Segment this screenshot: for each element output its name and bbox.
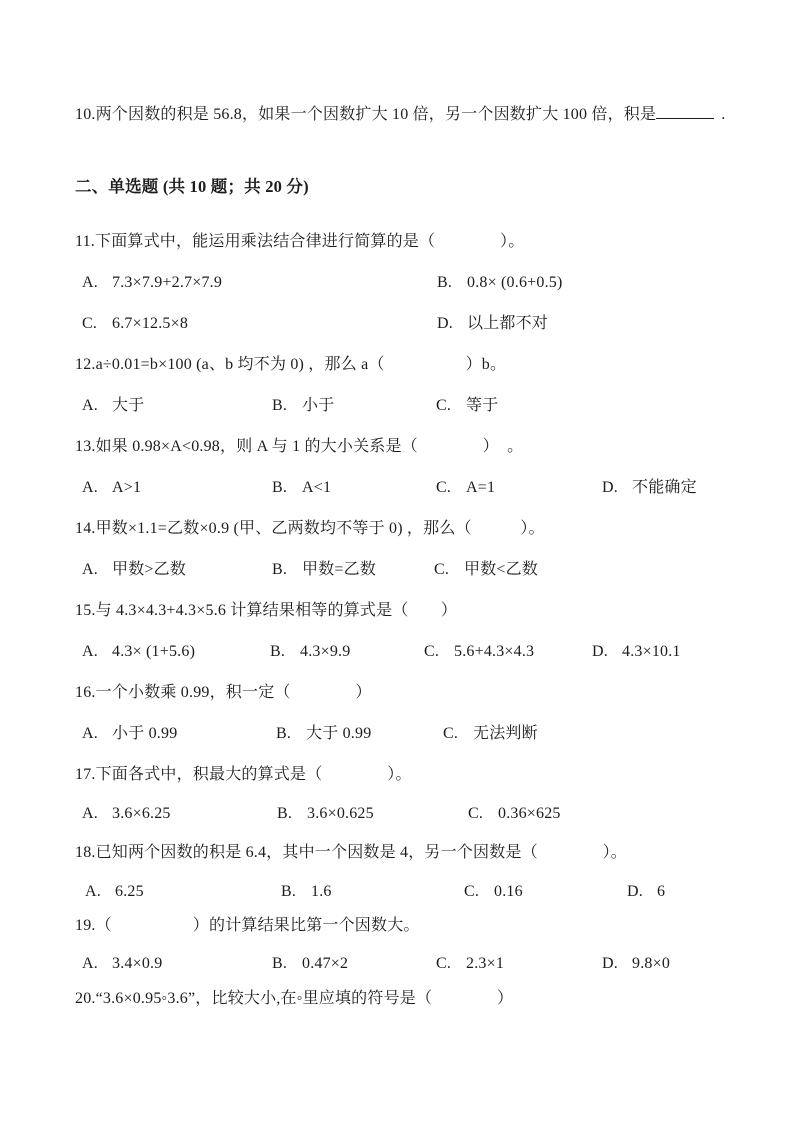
option-key: B. — [277, 805, 293, 822]
option-11-d — [437, 313, 548, 335]
option-key: D. — [602, 479, 618, 496]
option-key: B. — [276, 725, 292, 742]
question-11-options-row-2 — [75, 313, 725, 335]
question-16-stem: 16.一个小数乘 0.99，积一定（ ） — [75, 684, 372, 701]
option-text: 甲数<乙数 — [464, 561, 539, 578]
question-17-stem: 17.下面各式中，积最大的算式是（ ）。 — [75, 766, 412, 783]
option-text: 甲数=乙数 — [302, 561, 377, 578]
option-key: B. — [437, 274, 453, 291]
option-text: 大于 0.99 — [306, 725, 372, 742]
option-key: C. — [436, 955, 452, 972]
option-text: 0.16 — [494, 883, 523, 900]
option-19-a — [82, 953, 162, 975]
option-key: C. — [436, 479, 452, 496]
option-13-c — [436, 477, 495, 499]
option-16-b — [276, 723, 371, 745]
question-18-options-row — [75, 881, 725, 903]
option-key: C. — [424, 643, 440, 660]
option-text: 7.3×7.9+2.7×7.9 — [112, 274, 223, 291]
option-text: A=1 — [466, 479, 496, 496]
worksheet-content — [75, 103, 725, 1010]
option-text: 6.25 — [115, 883, 144, 900]
option-15-a — [82, 641, 195, 663]
option-key: C. — [434, 561, 450, 578]
question-16-options-row — [75, 723, 725, 745]
option-text: 等于 — [466, 397, 499, 414]
option-text: 5.6+4.3×4.3 — [454, 643, 535, 660]
fill-in-question-10 — [75, 103, 725, 126]
option-11-b — [437, 272, 563, 294]
question-15-options-row — [75, 641, 725, 663]
option-12-a — [82, 395, 144, 417]
section-heading: 二、单选题 (共 10 题；共 20 分) — [75, 177, 309, 196]
option-19-d — [602, 953, 670, 975]
option-text: 9.8×0 — [632, 955, 671, 972]
option-key: D. — [592, 643, 608, 660]
option-key: A. — [82, 397, 98, 414]
option-text: 以上都不对 — [467, 315, 549, 332]
option-text: 小于 — [302, 397, 335, 414]
option-text: 4.3×9.9 — [300, 643, 351, 660]
option-key: D. — [602, 955, 618, 972]
option-12-b — [272, 395, 334, 417]
option-text: 3.4×0.9 — [112, 955, 163, 972]
option-key: A. — [82, 561, 98, 578]
option-13-d — [602, 477, 697, 499]
option-14-a — [82, 559, 186, 581]
option-16-a — [82, 723, 177, 745]
question-15-stem: 15.与 4.3×4.3+4.3×5.6 计算结果相等的算式是（ ） — [75, 602, 458, 619]
question-13-options-row — [75, 477, 725, 499]
option-text: 3.6×6.25 — [112, 805, 171, 822]
question-11-stem: 11.下面算式中，能运用乘法结合律进行简算的是（ ）。 — [75, 233, 525, 250]
option-text: A<1 — [302, 479, 332, 496]
option-text: 小于 0.99 — [112, 725, 178, 742]
question-10-period: . — [721, 106, 726, 123]
question-14-stem: 14.甲数×1.1=乙数×0.9 (甲、乙两数均不等于 0) ，那么（ ）。 — [75, 520, 545, 537]
option-text: A>1 — [112, 479, 142, 496]
option-15-d — [592, 641, 681, 663]
option-13-a — [82, 477, 141, 499]
option-key: A. — [82, 805, 98, 822]
option-18-c — [464, 881, 523, 903]
option-text: 1.6 — [311, 883, 332, 900]
option-text: 无法判断 — [473, 725, 538, 742]
option-text: 4.3× (1+5.6) — [112, 643, 196, 660]
question-11-options-row-1 — [75, 272, 725, 294]
option-text: 6.7×12.5×8 — [112, 315, 189, 332]
question-10-text: 10.两个因数的积是 56.8，如果一个因数扩大 10 倍，另一个因数扩大 100 倍，积是 — [75, 106, 657, 123]
option-13-b — [272, 477, 331, 499]
option-key: A. — [85, 883, 101, 900]
option-text: 0.8× (0.6+0.5) — [467, 274, 563, 291]
option-key: A. — [82, 955, 98, 972]
option-key: C. — [82, 315, 98, 332]
option-text: 2.3×1 — [466, 955, 505, 972]
option-key: B. — [272, 479, 288, 496]
option-text: 0.47×2 — [302, 955, 349, 972]
option-14-b — [272, 559, 376, 581]
option-key: A. — [82, 643, 98, 660]
option-key: D. — [437, 315, 453, 332]
option-key: C. — [468, 805, 484, 822]
option-key: B. — [270, 643, 286, 660]
question-12-stem: 12.a÷0.01=b×100 (a、b 均不为 0) ，那么 a（ ）b。 — [75, 356, 507, 373]
option-18-b — [281, 881, 332, 903]
question-12-options-row — [75, 395, 725, 417]
question-13-stem: 13.如果 0.98×A<0.98，则 A 与 1 的大小关系是（ ） 。 — [75, 438, 524, 455]
question-18-stem: 18.已知两个因数的积是 6.4，其中一个因数是 4，另一个因数是（ ）。 — [75, 844, 628, 861]
option-text: 大于 — [112, 397, 145, 414]
option-text: 0.36×625 — [498, 805, 561, 822]
option-text: 6 — [657, 883, 666, 900]
option-key: B. — [272, 397, 288, 414]
option-key: D. — [627, 883, 643, 900]
question-20-stem: 20.“3.6×0.95◦3.6”，比较大小,在◦里应填的符号是（ ） — [75, 990, 514, 1007]
option-key: B. — [281, 883, 297, 900]
option-14-c — [434, 559, 538, 581]
option-text: 4.3×10.1 — [622, 643, 681, 660]
option-11-c — [82, 313, 188, 335]
option-text: 不能确定 — [632, 479, 697, 496]
option-17-a — [82, 803, 171, 825]
option-17-c — [468, 803, 561, 825]
option-key: B. — [272, 561, 288, 578]
question-19-stem: 19.（ ）的计算结果比第一个因数大。 — [75, 917, 420, 934]
option-17-b — [277, 803, 374, 825]
option-key: A. — [82, 479, 98, 496]
option-18-a — [85, 881, 144, 903]
option-text: 甲数>乙数 — [112, 561, 187, 578]
blank-line — [656, 103, 714, 119]
option-key: C. — [436, 397, 452, 414]
option-text: 3.6×0.625 — [307, 805, 374, 822]
question-19-options-row — [75, 953, 725, 975]
question-17-options-row — [75, 803, 725, 825]
option-key: A. — [82, 725, 98, 742]
question-14-options-row — [75, 559, 725, 581]
option-key: B. — [272, 955, 288, 972]
option-19-b — [272, 953, 348, 975]
option-key: C. — [443, 725, 459, 742]
option-11-a — [82, 272, 222, 294]
option-18-d — [627, 881, 665, 903]
option-key: C. — [464, 883, 480, 900]
option-15-b — [270, 641, 350, 663]
option-16-c — [443, 723, 538, 745]
option-15-c — [424, 641, 534, 663]
option-19-c — [436, 953, 504, 975]
option-key: A. — [82, 274, 98, 291]
option-12-c — [436, 395, 498, 417]
